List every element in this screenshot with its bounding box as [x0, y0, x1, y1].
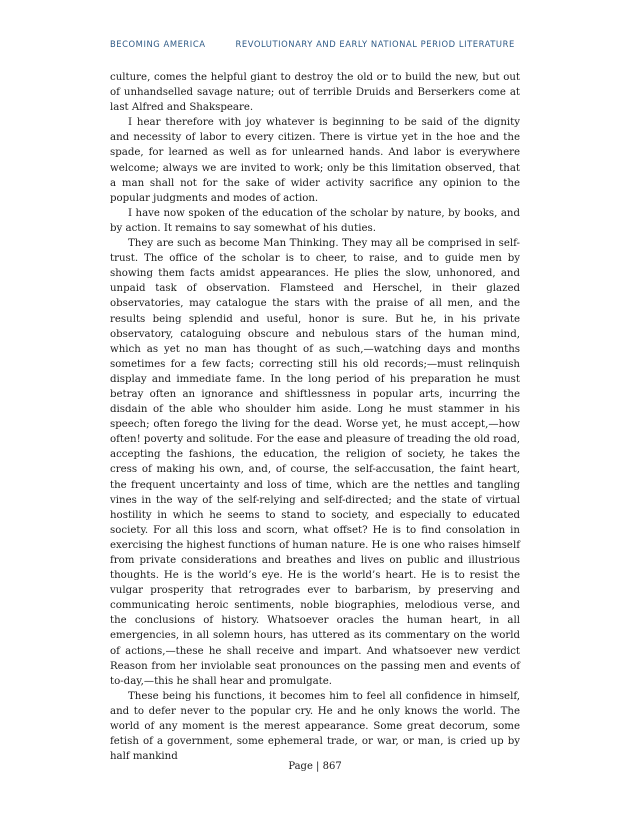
paragraph: These being his functions, it becomes him to feel all confidence in himself, and to defer never to the popular cry. He and he only knows the world. The world of any moment is the merest appearance. Some great decorum, some fetish of a government, some ephemeral trade, or war, or man, is cried up by half mankind [110, 690, 520, 763]
body-text [110, 70, 520, 764]
running-header [110, 39, 515, 49]
page-number: Page | 867 [288, 761, 342, 772]
header-section-title: REVOLUTIONARY AND EARLY NATIONAL PERIOD LITERATURE [235, 39, 515, 49]
paragraph: I have now spoken of the education of the scholar by nature, by books, and by action. It remains to say somewhat of his duties. [110, 207, 520, 234]
paragraph: They are such as become Man Thinking. They may all be comprised in self-trust. The office of the scholar is to cheer, to raise, and to guide men by showing them facts amidst appearances. He plies the slow, unhonored, and unpaid task of observation. Flamsteed and Herschel, in their glazed observatories, may catalogue the stars with the praise of all men, and the results being splendid and useful, honor is sure. But he, in his private observatory, cataloguing obscure and nebulous stars of the human mind, which as yet no man has thought of as such,—watching days and months sometimes for a few facts; correcting still his old records;—must relinquish display and immediate fame. In the long period of his preparation he must betray often an ignorance and shiftlessness in popular arts, incurring the disdain of the able who shoulder him aside. Long he must stammer in his speech; often forego the living for the dead. Worse yet, he must accept,—how often! poverty and solitude. For the ease and pleasure of treading the old road, accepting the fashions, the education, the religion of society, he takes the cress of making his own, and, of course, the self-accusation, the faint heart, the frequent uncertainty and loss of time, which are the nettles and tangling vines in the way of the self-relying and self-directed; and the state of virtual hostility in which he seems to stand to society, and especially to educated society. For all this loss and scorn, what offset? He is to find consolation in exercising the highest functions of human nature. He is one who raises himself from private considerations and breathes and lives on public and illustrious thoughts. He is the world’s eye. He is the world’s heart. He is to resist the vulgar prosperity that retrogrades ever to barbarism, by preserving and communicating heroic sentiments, noble biographies, melodious verse, and the conclusions of history. Whatsoever oracles the human heart, in all emergencies, in all solemn hours, has uttered as its commentary on the world of actions,—these he shall receive and impart. And whatsoever new verdict Reason from her inviolable seat pronounces on the passing men and events of to-day,—this he shall hear and promulgate. [110, 238, 520, 687]
paragraph-continued: culture, comes the helpful giant to destroy the old or to build the new, but out of unhandselled savage nature; out of terrible Druids and Berserkers come at last Alfred and Shakspeare. [110, 72, 520, 114]
header-book-title: BECOMING AMERICA [110, 39, 206, 49]
paragraph: I hear therefore with joy whatever is beginning to be said of the dignity and necessity of labor to every citizen. There is virtue yet in the hoe and the spade, for learned as well as for unlearned hands. And labor is everywhere welcome; always we are invited to work; only be this limitation observed, that a man shall not for the sake of wider activity sacrifice any opinion to the popular judgments and modes of action. [110, 117, 520, 204]
